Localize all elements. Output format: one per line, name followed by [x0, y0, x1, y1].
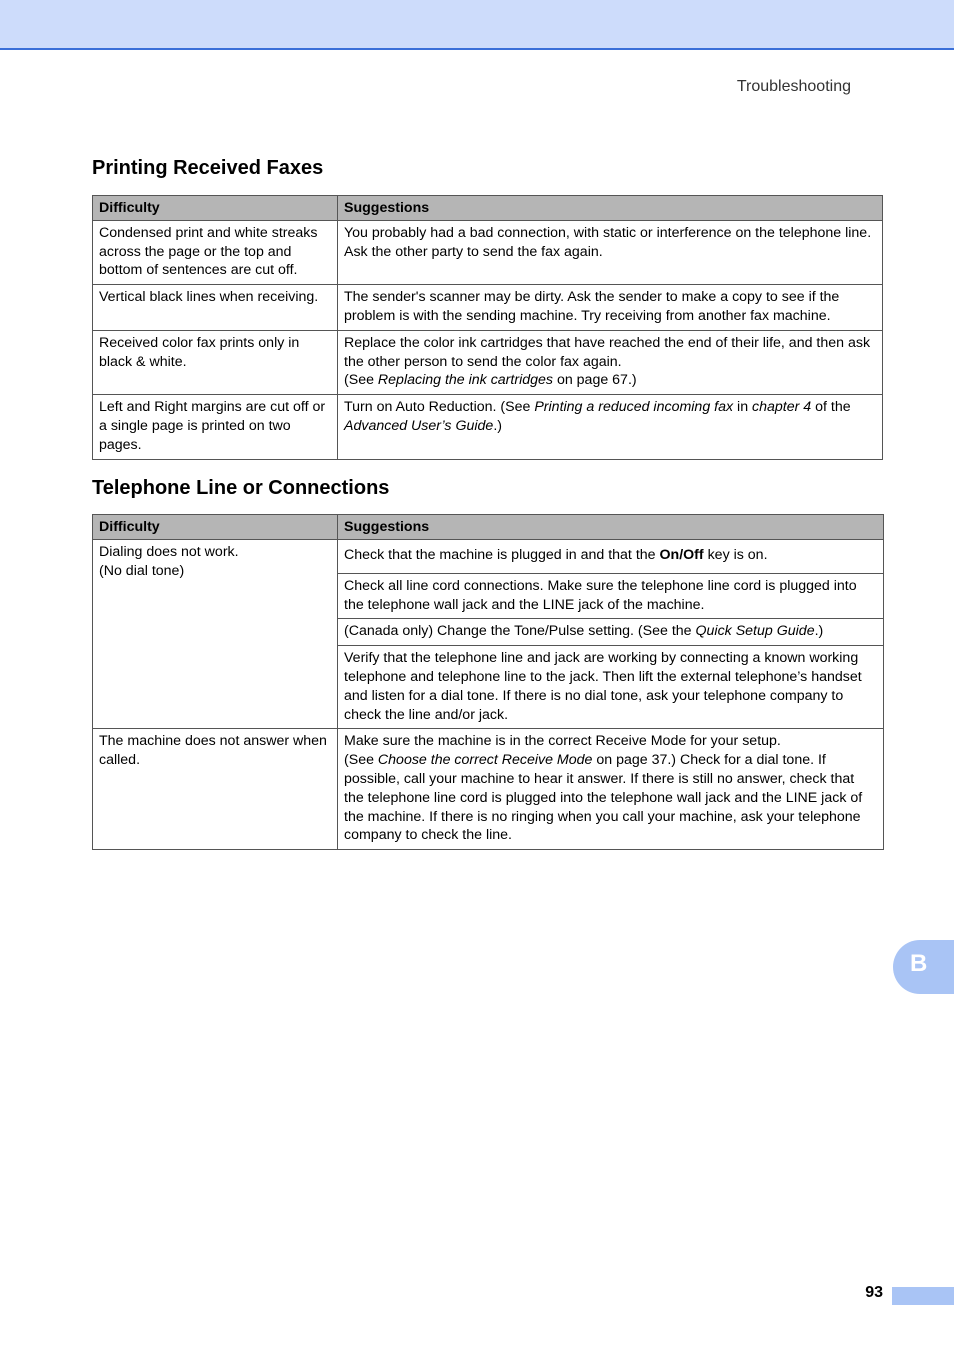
- column-header-suggestions: Suggestions: [338, 196, 883, 221]
- section-title-telephone-line: Telephone Line or Connections: [92, 477, 390, 499]
- section-title-printing-received-faxes: Printing Received Faxes: [92, 157, 324, 179]
- suggestion-cell: Verify that the telephone line and jack are working by connecting a known working telephone and telephone line to the jack. Then lift the external telephone’s handset and listen for a dial tone. If there is no dial tone, ask your telephone company to check the line and/or jack.: [338, 646, 884, 729]
- table-row: [93, 220, 883, 284]
- header-band: [0, 0, 954, 50]
- column-header-suggestions: Suggestions: [338, 515, 884, 540]
- column-header-difficulty: Difficulty: [93, 515, 338, 540]
- page-number: 93: [865, 1284, 883, 1301]
- suggestion-cell: Turn on Auto Reduction. (See Printing a reduced incoming fax in chapter 4 of the Advanced User’s Guide.): [338, 395, 883, 459]
- difficulty-cell: Left and Right margins are cut off or a single page is printed on two pages.: [93, 395, 338, 459]
- suggestion-cell: The sender's scanner may be dirty. Ask the sender to make a copy to see if the problem is with the sending machine. Try receiving from another fax machine.: [338, 285, 883, 331]
- suggestion-cell: Check all line cord connections. Make sure the telephone line cord is plugged into the telephone wall jack and the LINE jack of the machine.: [338, 573, 884, 619]
- suggestion-cell: Check that the machine is plugged in and that the On/Off key is on.: [338, 539, 884, 573]
- table-row: [93, 729, 884, 850]
- table-header-row: [93, 515, 884, 540]
- table-header-row: [93, 196, 883, 221]
- table-row: [93, 330, 883, 394]
- suggestion-cell: (Canada only) Change the Tone/Pulse setting. (See the Quick Setup Guide.): [338, 619, 884, 646]
- column-header-difficulty: Difficulty: [93, 196, 338, 221]
- chapter-tab: [893, 940, 954, 994]
- difficulty-cell: Dialing does not work. (No dial tone): [93, 539, 338, 729]
- difficulty-cell: Received color fax prints only in black & white.: [93, 330, 338, 394]
- difficulty-cell: The machine does not answer when called.: [93, 729, 338, 850]
- table-row: [93, 285, 883, 331]
- telephone-line-table: [92, 514, 884, 850]
- printing-faxes-table: [92, 195, 883, 460]
- table-row: [93, 539, 884, 573]
- page-number-bar: [892, 1287, 954, 1305]
- suggestion-cell: You probably had a bad connection, with static or interference on the telephone line. Ask the other party to send the fax again.: [338, 220, 883, 284]
- difficulty-cell: Condensed print and white streaks across the page or the top and bottom of sentences are cut off.: [93, 220, 338, 284]
- suggestion-cell: Replace the color ink cartridges that have reached the end of their life, and then ask the other person to send the color fax again. (See Replacing the ink cartridges on page 67.): [338, 330, 883, 394]
- running-head: Troubleshooting: [736, 78, 851, 95]
- table-row: [93, 395, 883, 459]
- suggestion-cell: Make sure the machine is in the correct Receive Mode for your setup. (See Choose the correct Receive Mode on page 37.) Check for a dial tone. If possible, call your machine to hear it answer. If there is still no answer, check that the telephone line cord is plugged into the telephone wall jack and the LINE jack of the machine. If there is no ringing when you call your machine, ask your telephone company to check the line.: [338, 729, 884, 850]
- difficulty-cell: Vertical black lines when receiving.: [93, 285, 338, 331]
- chapter-letter: B: [910, 950, 928, 977]
